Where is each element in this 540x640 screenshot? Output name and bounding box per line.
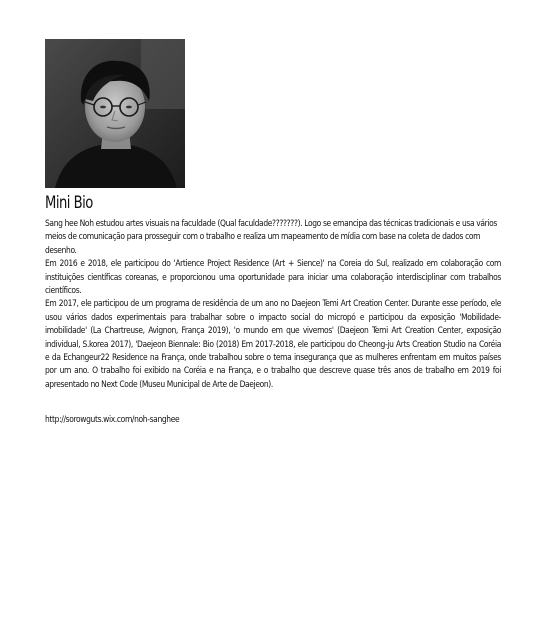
portrait-image bbox=[45, 39, 185, 188]
bio-paragraph-1: Sang hee Noh estudou artes visuais na faculdade (Qual faculdade???????). Logo se emancipa das técnicas tradicionais e usa vários meios de comunicação para prosseguir com o trabalho e realiza um mapeamento de mídia com base na coleta de dados com desenho. bbox=[45, 218, 497, 255]
artist-portrait-photo bbox=[45, 39, 185, 188]
bio-paragraph-2: Em 2016 e 2018, ele participou do 'Artience Project Residence (Art + Sience)' na Coreia do Sul, realizado em colaboração com instituições científicas coreanas, e proporcionou uma oportunidade para iniciar uma colaboração interdisciplinar com trabalhos científicos. bbox=[45, 258, 501, 296]
bio-page bbox=[45, 39, 501, 426]
bio-paragraph-3: Em 2017, ele participou de um programa de residência de um ano no Daejeon Temi Art Creation Center. Durante esse período, ele usou vários dados experimentais para trabalhar sobre o impacto social do micropó e participou da exposição 'Mobilidade-imobilidade' (La Chartreuse, Avignon, França 2019), 'o mundo em que vivemos' (Daejeon Temi Art Creation Center, exposição individual, S.korea 2017), 'Daejeon Biennale: Bio (2018) Em 2017-2018, ele participou do Cheong-ju Arts Creation Studio na Coréia e da Echangeur22 Residence na França, onde trabalhou sobre o tema insegurança que as mulheres enfrentam em muitos países por um ano. O trabalho foi exibido na Coréia e na França, e o trabalho que descreve quase três anos de trabalho em 2019 foi apresentado no Next Code (Museu Municipal de Arte de Daejeon). bbox=[45, 298, 501, 389]
bio-title: Mini Bio bbox=[45, 193, 93, 213]
artist-website-link[interactable]: http://sorowguts.wix.com/noh-sanghee bbox=[45, 414, 180, 425]
